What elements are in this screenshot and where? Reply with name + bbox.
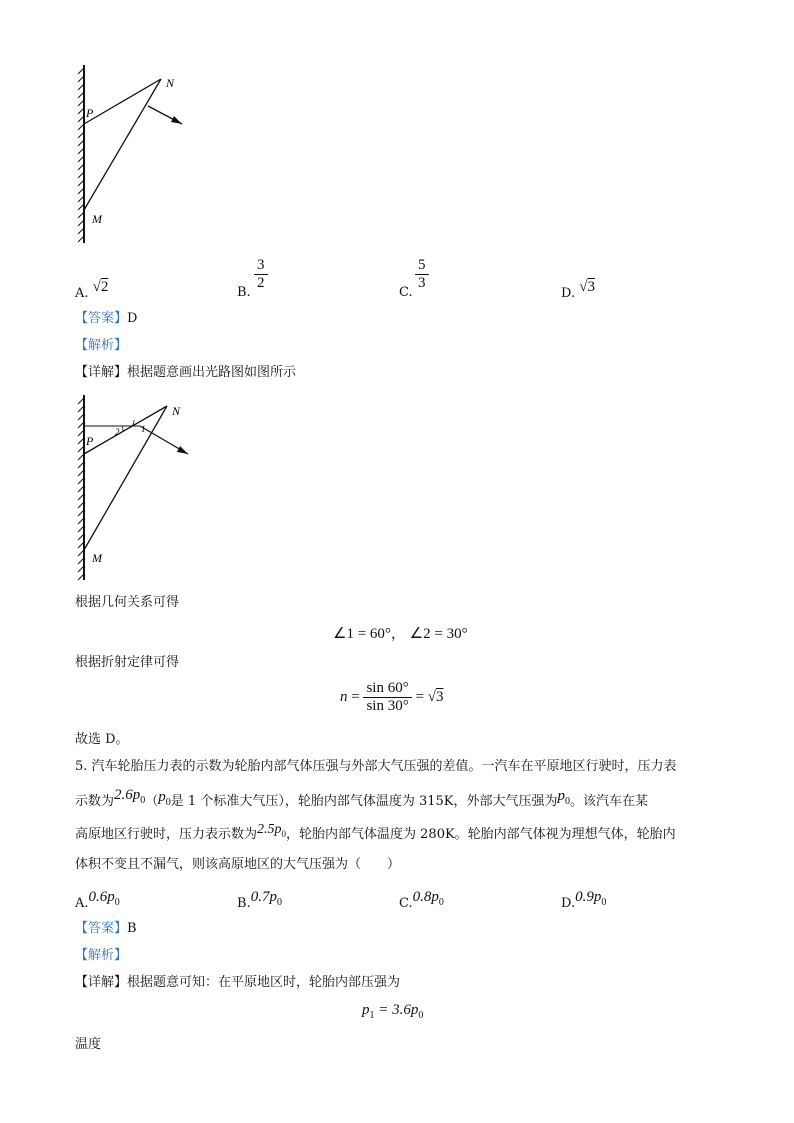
refraction-intro: 根据折射定律可得	[75, 655, 180, 670]
q4-analysis-tag: 【解析】	[75, 338, 128, 353]
q5-line-3: 高原地区行驶时，压力表示数为$2.5p_0$，轮胎内部气体温度为 280K。轮胎内部气体视为理想气体，轮胎内	[75, 822, 676, 842]
angle-1-label: 1	[141, 424, 146, 434]
option-d-letter: D.	[561, 286, 576, 301]
q5-option-c: $C.0.8p_0$	[399, 889, 444, 911]
option-b-fraction: $\frac{3}{2}$	[254, 257, 268, 292]
option-a	[75, 279, 109, 303]
option-d-value: √3	[579, 279, 595, 295]
q5-option-b: $B.0.7p_0$	[237, 889, 282, 911]
detail-tag: 【详解】	[75, 365, 128, 380]
geometry-equation: ∠1 = 60°， ∠2 = 30°	[333, 626, 468, 642]
q5-option-a: $A.0.6p_0$	[75, 889, 120, 911]
option-b	[237, 284, 251, 302]
option-a-value: √2	[92, 279, 109, 295]
figure-2-light-path	[60, 390, 200, 585]
label-m: M	[92, 212, 102, 226]
q5-line-1: 5. 汽车轮胎压力表的示数为轮胎内部气体压强与外部大气压强的差值。一汽车在平原地区行驶时，压力表	[75, 759, 677, 774]
label-n: N	[166, 76, 175, 90]
option-d	[561, 279, 595, 303]
figure-1-light-path	[60, 60, 200, 250]
q4-detail	[75, 364, 296, 382]
conclusion: 故选 D。	[75, 732, 129, 747]
q5-line-2: 示数为$2.6p_0(p_0$是 1 个标准大气压），轮胎内部气体温度为 315K，外部大气压强为$p_0$。该汽车在某	[75, 787, 648, 809]
detail-text: 根据题意画出光路图如图所示	[127, 365, 297, 380]
refraction-equation: n = $\frac{\sin 60^\circ}{\sin 30^\circ}$ = √3	[340, 680, 444, 714]
option-b-letter: B.	[237, 285, 251, 300]
q5-detail: 【详解】根据题意可知：在平原地区时，轮胎内部压强为	[75, 975, 401, 990]
label-p: P	[86, 434, 94, 448]
angle-2-label: 2	[115, 427, 120, 437]
option-c-fraction: $\frac{5}{3}$	[415, 257, 429, 292]
geometry-intro: 根据几何关系可得	[75, 595, 180, 610]
q5-analysis-tag: 【解析】	[75, 948, 128, 963]
option-c-letter: C.	[399, 285, 413, 300]
q5-option-d: $D.0.9p_0$	[561, 889, 607, 911]
temperature-label: 温度	[75, 1037, 102, 1052]
q4-answer	[75, 310, 137, 328]
q5-answer: 【答案】B	[75, 921, 137, 936]
answer-value: D	[127, 311, 138, 326]
label-p: P	[86, 106, 94, 120]
q5-pressure-equation: $p_1 = 3.6p_0$	[362, 1002, 424, 1021]
option-c	[399, 284, 413, 302]
label-m: M	[92, 551, 102, 565]
q5-line-4: 体积不变且不漏气，则该高原地区的大气压强为（ ）	[75, 857, 401, 872]
answer-tag: 【答案】	[75, 311, 128, 326]
label-n: N	[172, 404, 181, 418]
option-a-letter: A.	[75, 286, 89, 301]
